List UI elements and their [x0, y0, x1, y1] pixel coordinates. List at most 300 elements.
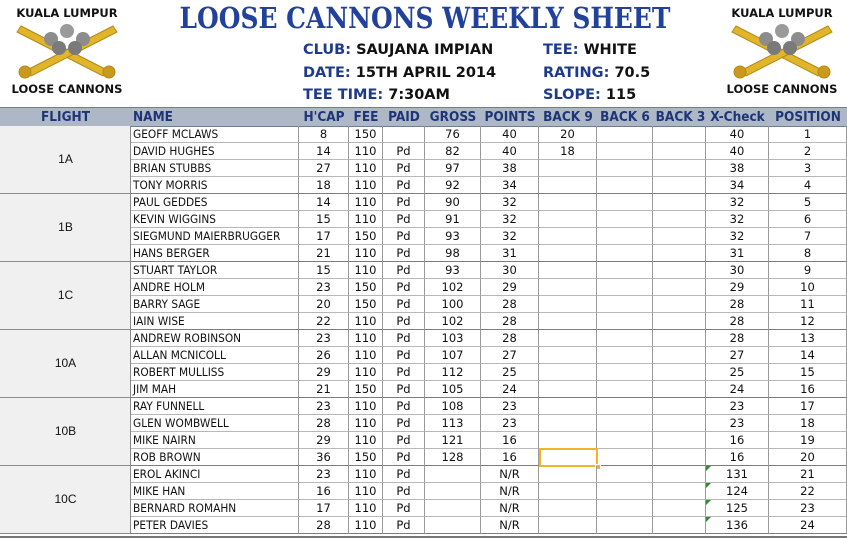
cell-back9[interactable] [539, 500, 597, 517]
cell-fee[interactable]: 150 [349, 228, 383, 245]
cell-points[interactable]: 23 [481, 415, 539, 432]
cell-name[interactable] [131, 245, 299, 262]
cell-position[interactable]: 8 [769, 245, 847, 262]
cell-hcap[interactable]: 23 [299, 330, 349, 347]
cell-hcap[interactable]: 8 [299, 126, 349, 143]
cell-paid[interactable]: Pd [383, 432, 425, 449]
cell-gross[interactable] [425, 500, 481, 517]
cell-paid[interactable]: Pd [383, 194, 425, 211]
cell-gross[interactable]: 112 [425, 364, 481, 381]
player-name: GEOFF MCLAWS [133, 127, 219, 141]
cell-back9[interactable] [539, 398, 597, 415]
cell-paid[interactable]: Pd [383, 364, 425, 381]
cell-paid[interactable]: Pd [383, 177, 425, 194]
cell-hcap[interactable]: 36 [299, 449, 349, 466]
cell-gross[interactable]: 76 [425, 126, 481, 143]
cell-points[interactable]: 25 [481, 364, 539, 381]
cell-paid[interactable]: Pd [383, 245, 425, 262]
cell-hcap[interactable]: 17 [299, 500, 349, 517]
cell-back6[interactable] [597, 398, 653, 415]
cell-points[interactable]: 32 [481, 228, 539, 245]
cell-back6[interactable] [597, 177, 653, 194]
cell-back3[interactable] [653, 211, 706, 228]
cell-points[interactable]: 32 [481, 194, 539, 211]
column-header-flight[interactable]: FLIGHT [41, 109, 90, 125]
flight-cell-1a[interactable] [0, 126, 131, 194]
cell-xcheck[interactable]: 28 [706, 296, 769, 313]
error-indicator-icon[interactable] [706, 517, 711, 522]
cell-name[interactable] [131, 347, 299, 364]
cell-position[interactable]: 21 [769, 466, 847, 483]
cell-paid[interactable]: Pd [383, 296, 425, 313]
cell-points[interactable]: 28 [481, 313, 539, 330]
error-indicator-icon[interactable] [706, 466, 711, 471]
cell-position[interactable]: 1 [769, 126, 847, 143]
date-value: 15TH APRIL 2014 [355, 65, 497, 81]
cell-hcap[interactable]: 17 [299, 228, 349, 245]
cell-paid[interactable]: Pd [383, 228, 425, 245]
cell-back9[interactable] [539, 177, 597, 194]
cell-back9[interactable] [539, 160, 597, 177]
cell-hcap[interactable]: 23 [299, 466, 349, 483]
cell-points[interactable]: 30 [481, 262, 539, 279]
cell-back9[interactable] [539, 381, 597, 398]
cell-hcap[interactable]: 23 [299, 279, 349, 296]
flight-cell-10c[interactable] [0, 466, 131, 534]
cell-points[interactable]: 28 [481, 296, 539, 313]
cell-name[interactable] [131, 364, 299, 381]
cell-back3[interactable] [653, 449, 706, 466]
cell-position[interactable]: 6 [769, 211, 847, 228]
column-header-back3[interactable]: BACK 3 [655, 109, 706, 125]
cell-name[interactable] [131, 194, 299, 211]
cell-back6[interactable] [597, 347, 653, 364]
cell-fee[interactable]: 110 [349, 330, 383, 347]
cell-fee[interactable]: 150 [349, 296, 383, 313]
cell-back3[interactable] [653, 194, 706, 211]
cell-fee[interactable]: 110 [349, 432, 383, 449]
cell-back9[interactable] [539, 245, 597, 262]
cell-gross[interactable]: 113 [425, 415, 481, 432]
cell-hcap[interactable]: 29 [299, 364, 349, 381]
cell-points[interactable]: N/R [481, 483, 539, 500]
cell-name[interactable] [131, 279, 299, 296]
cell-fee[interactable]: 110 [349, 160, 383, 177]
cell-back3[interactable] [653, 415, 706, 432]
cell-position[interactable]: 14 [769, 347, 847, 364]
rating-info [543, 64, 650, 82]
cell-paid[interactable]: Pd [383, 483, 425, 500]
cell-back9[interactable] [539, 296, 597, 313]
cell-back9[interactable] [539, 279, 597, 296]
cell-position[interactable]: 15 [769, 364, 847, 381]
cell-points[interactable]: N/R [481, 466, 539, 483]
cell-position[interactable]: 22 [769, 483, 847, 500]
cell-position[interactable]: 23 [769, 500, 847, 517]
cell-gross[interactable]: 108 [425, 398, 481, 415]
cell-hcap[interactable]: 14 [299, 194, 349, 211]
cell-fee[interactable]: 110 [349, 466, 383, 483]
cell-back3[interactable] [653, 330, 706, 347]
cell-paid[interactable]: Pd [383, 500, 425, 517]
cell-gross[interactable]: 93 [425, 262, 481, 279]
cell-back6[interactable] [597, 466, 653, 483]
flight-cell-1b[interactable] [0, 194, 131, 262]
cell-back6[interactable] [597, 296, 653, 313]
cell-hcap[interactable]: 20 [299, 296, 349, 313]
cell-back3[interactable] [653, 245, 706, 262]
cell-position[interactable]: 17 [769, 398, 847, 415]
cell-hcap[interactable]: 23 [299, 398, 349, 415]
cell-fee[interactable]: 110 [349, 313, 383, 330]
cell-xcheck[interactable]: 27 [706, 347, 769, 364]
cell-points[interactable]: 24 [481, 381, 539, 398]
cell-back6[interactable] [597, 160, 653, 177]
table-row [131, 228, 847, 245]
cell-paid[interactable]: Pd [383, 449, 425, 466]
cell-points[interactable]: 29 [481, 279, 539, 296]
cell-xcheck[interactable]: 125 [706, 500, 769, 517]
cell-xcheck[interactable]: 16 [706, 432, 769, 449]
cell-position[interactable]: 3 [769, 160, 847, 177]
flight-cell-1c[interactable] [0, 262, 131, 330]
cell-fee[interactable]: 110 [349, 415, 383, 432]
cell-xcheck[interactable]: 124 [706, 483, 769, 500]
date-info [303, 64, 496, 82]
cell-points[interactable]: 38 [481, 160, 539, 177]
cell-hcap[interactable]: 28 [299, 517, 349, 534]
slope-info [543, 86, 636, 104]
flight-cell-10a[interactable] [0, 330, 131, 398]
cell-paid[interactable]: Pd [383, 279, 425, 296]
cell-hcap[interactable]: 22 [299, 313, 349, 330]
cell-fee[interactable]: 110 [349, 177, 383, 194]
cell-paid[interactable]: Pd [383, 313, 425, 330]
cell-back6[interactable] [597, 228, 653, 245]
cell-back9[interactable] [539, 483, 597, 500]
cell-name[interactable] [131, 160, 299, 177]
cell-back6[interactable] [597, 143, 653, 160]
cell-name[interactable] [131, 228, 299, 245]
cell-back9[interactable] [539, 262, 597, 279]
cell-xcheck[interactable]: 31 [706, 245, 769, 262]
column-header-paid[interactable]: PAID [388, 109, 420, 125]
cell-back9[interactable] [539, 313, 597, 330]
cell-position[interactable]: 18 [769, 415, 847, 432]
cell-xcheck[interactable]: 34 [706, 177, 769, 194]
cell-back6[interactable] [597, 483, 653, 500]
table-row [131, 449, 847, 466]
cell-xcheck[interactable]: 28 [706, 330, 769, 347]
cell-back6[interactable] [597, 262, 653, 279]
cell-position[interactable]: 4 [769, 177, 847, 194]
cell-points[interactable]: 28 [481, 330, 539, 347]
cell-name[interactable] [131, 211, 299, 228]
cell-back3[interactable] [653, 466, 706, 483]
cell-gross[interactable]: 92 [425, 177, 481, 194]
cell-paid[interactable]: Pd [383, 143, 425, 160]
cell-xcheck[interactable]: 23 [706, 398, 769, 415]
cell-paid[interactable]: Pd [383, 517, 425, 534]
cell-name[interactable] [131, 500, 299, 517]
cell-xcheck[interactable]: 40 [706, 126, 769, 143]
cell-position[interactable]: 19 [769, 432, 847, 449]
cell-xcheck[interactable]: 136 [706, 517, 769, 534]
cell-paid[interactable]: Pd [383, 381, 425, 398]
cell-points[interactable]: 40 [481, 126, 539, 143]
column-header-points[interactable]: POINTS [484, 109, 536, 125]
cell-back9[interactable] [539, 432, 597, 449]
cell-back6[interactable] [597, 330, 653, 347]
cell-xcheck[interactable]: 32 [706, 211, 769, 228]
cell-fee[interactable]: 110 [349, 364, 383, 381]
cell-back3[interactable] [653, 347, 706, 364]
cell-position[interactable]: 16 [769, 381, 847, 398]
cell-gross[interactable]: 82 [425, 143, 481, 160]
cell-position[interactable]: 10 [769, 279, 847, 296]
cell-back9[interactable] [539, 364, 597, 381]
table-row [131, 296, 847, 313]
cell-xcheck[interactable]: 32 [706, 228, 769, 245]
cell-gross[interactable]: 90 [425, 194, 481, 211]
cell-gross[interactable]: 121 [425, 432, 481, 449]
cell-points[interactable]: 34 [481, 177, 539, 194]
cell-position[interactable]: 13 [769, 330, 847, 347]
cell-paid[interactable]: Pd [383, 398, 425, 415]
cell-fee[interactable]: 110 [349, 347, 383, 364]
cell-hcap[interactable]: 14 [299, 143, 349, 160]
cell-fee[interactable]: 110 [349, 211, 383, 228]
cell-paid[interactable]: Pd [383, 211, 425, 228]
cell-back9[interactable] [539, 330, 597, 347]
column-header-gross[interactable]: GROSS [429, 109, 477, 125]
cell-back3[interactable] [653, 279, 706, 296]
column-header-fee[interactable]: FEE [353, 109, 379, 125]
cell-xcheck[interactable]: 16 [706, 449, 769, 466]
cell-position[interactable]: 20 [769, 449, 847, 466]
column-header-back6[interactable]: BACK 6 [600, 109, 650, 125]
cell-points[interactable]: 16 [481, 432, 539, 449]
column-header-xcheck[interactable]: X-Check [710, 109, 765, 125]
cell-back6[interactable] [597, 500, 653, 517]
cell-fee[interactable]: 110 [349, 483, 383, 500]
cell-xcheck[interactable]: 30 [706, 262, 769, 279]
cell-back3[interactable] [653, 126, 706, 143]
cell-points[interactable]: 31 [481, 245, 539, 262]
cell-gross[interactable]: 97 [425, 160, 481, 177]
cell-back3[interactable] [653, 432, 706, 449]
cell-back9[interactable] [539, 228, 597, 245]
cell-hcap[interactable]: 15 [299, 211, 349, 228]
column-header-back9[interactable]: BACK 9 [543, 109, 593, 125]
cell-name[interactable] [131, 330, 299, 347]
cell-fee[interactable]: 110 [349, 143, 383, 160]
player-name: DAVID HUGHES [133, 144, 215, 158]
cell-points[interactable]: 27 [481, 347, 539, 364]
cell-back9[interactable]: 20 [539, 126, 597, 143]
cell-fee[interactable]: 110 [349, 398, 383, 415]
cell-points[interactable]: N/R [481, 517, 539, 534]
cell-position[interactable]: 11 [769, 296, 847, 313]
cell-gross[interactable] [425, 466, 481, 483]
cell-back6[interactable] [597, 449, 653, 466]
cell-hcap[interactable]: 21 [299, 245, 349, 262]
cell-back6[interactable] [597, 194, 653, 211]
cell-gross[interactable]: 102 [425, 313, 481, 330]
cell-name[interactable] [131, 381, 299, 398]
column-header-name[interactable]: NAME [133, 109, 173, 125]
cell-position[interactable]: 9 [769, 262, 847, 279]
cell-back9[interactable] [539, 517, 597, 534]
cell-gross[interactable] [425, 517, 481, 534]
cell-name[interactable] [131, 126, 299, 143]
cell-back9[interactable]: 18 [539, 143, 597, 160]
cell-points[interactable]: N/R [481, 500, 539, 517]
cell-back9[interactable] [539, 347, 597, 364]
cell-back3[interactable] [653, 517, 706, 534]
cell-back3[interactable] [653, 160, 706, 177]
cell-back6[interactable] [597, 517, 653, 534]
cell-back3[interactable] [653, 398, 706, 415]
cell-hcap[interactable]: 28 [299, 415, 349, 432]
club-logo-right [723, 6, 841, 96]
cell-back9[interactable] [539, 466, 597, 483]
cell-back6[interactable] [597, 279, 653, 296]
cell-hcap[interactable]: 21 [299, 381, 349, 398]
cell-xcheck[interactable]: 131 [706, 466, 769, 483]
cell-hcap[interactable]: 29 [299, 432, 349, 449]
cell-gross[interactable]: 100 [425, 296, 481, 313]
cell-xcheck[interactable]: 40 [706, 143, 769, 160]
cell-paid[interactable]: Pd [383, 330, 425, 347]
cell-fee[interactable]: 150 [349, 279, 383, 296]
cell-back3[interactable] [653, 228, 706, 245]
cell-gross[interactable]: 93 [425, 228, 481, 245]
cell-paid[interactable] [383, 126, 425, 143]
cell-position[interactable]: 12 [769, 313, 847, 330]
cell-name[interactable] [131, 483, 299, 500]
cell-gross[interactable]: 105 [425, 381, 481, 398]
cell-back3[interactable] [653, 500, 706, 517]
cell-gross[interactable]: 107 [425, 347, 481, 364]
flight-cell-10b[interactable] [0, 398, 131, 466]
cell-paid[interactable]: Pd [383, 262, 425, 279]
cell-back3[interactable] [653, 483, 706, 500]
table-row [131, 330, 847, 347]
column-header-hcap[interactable]: H'CAP [303, 109, 345, 125]
cell-back3[interactable] [653, 177, 706, 194]
cell-name[interactable] [131, 313, 299, 330]
cell-paid[interactable]: Pd [383, 347, 425, 364]
cell-back3[interactable] [653, 296, 706, 313]
player-name: SIEGMUND MAIERBRUGGER [133, 229, 281, 243]
cell-back9[interactable] [539, 415, 597, 432]
cell-fee[interactable]: 110 [349, 194, 383, 211]
cell-name[interactable] [131, 415, 299, 432]
cell-back9[interactable] [539, 194, 597, 211]
cell-gross[interactable] [425, 483, 481, 500]
cell-xcheck[interactable]: 23 [706, 415, 769, 432]
cell-back6[interactable] [597, 432, 653, 449]
cell-gross[interactable]: 102 [425, 279, 481, 296]
cell-back3[interactable] [653, 381, 706, 398]
cell-xcheck[interactable]: 29 [706, 279, 769, 296]
cell-back3[interactable] [653, 143, 706, 160]
error-indicator-icon[interactable] [706, 483, 711, 488]
cell-fee[interactable]: 150 [349, 449, 383, 466]
cell-back3[interactable] [653, 262, 706, 279]
cell-back9[interactable] [539, 211, 597, 228]
cell-name[interactable] [131, 143, 299, 160]
cell-hcap[interactable]: 15 [299, 262, 349, 279]
cell-paid[interactable]: Pd [383, 415, 425, 432]
cell-name[interactable] [131, 177, 299, 194]
flight-label: 1A [58, 152, 73, 166]
cell-back6[interactable] [597, 364, 653, 381]
cell-name[interactable] [131, 432, 299, 449]
active-cell-selection[interactable] [539, 448, 598, 467]
cell-back6[interactable] [597, 211, 653, 228]
cell-name[interactable] [131, 466, 299, 483]
cell-name[interactable] [131, 517, 299, 534]
cell-back6[interactable] [597, 415, 653, 432]
cell-xcheck[interactable]: 32 [706, 194, 769, 211]
cell-gross[interactable]: 91 [425, 211, 481, 228]
cell-gross[interactable]: 103 [425, 330, 481, 347]
cell-back6[interactable] [597, 313, 653, 330]
cell-position[interactable]: 24 [769, 517, 847, 534]
cell-fee[interactable]: 150 [349, 381, 383, 398]
cell-gross[interactable]: 128 [425, 449, 481, 466]
cell-xcheck[interactable]: 38 [706, 160, 769, 177]
cell-back3[interactable] [653, 313, 706, 330]
cell-paid[interactable]: Pd [383, 160, 425, 177]
cell-points[interactable]: 23 [481, 398, 539, 415]
cell-name[interactable] [131, 262, 299, 279]
cell-fee[interactable]: 150 [349, 126, 383, 143]
cell-xcheck[interactable]: 28 [706, 313, 769, 330]
cell-fee[interactable]: 110 [349, 245, 383, 262]
cell-name[interactable] [131, 296, 299, 313]
tee-time-info [303, 86, 450, 104]
cell-position[interactable]: 7 [769, 228, 847, 245]
cell-hcap[interactable]: 16 [299, 483, 349, 500]
cell-name[interactable] [131, 449, 299, 466]
cell-gross[interactable]: 98 [425, 245, 481, 262]
cell-position[interactable]: 2 [769, 143, 847, 160]
cell-position[interactable]: 5 [769, 194, 847, 211]
cell-fee[interactable]: 110 [349, 517, 383, 534]
cell-points[interactable]: 40 [481, 143, 539, 160]
cell-hcap[interactable]: 27 [299, 160, 349, 177]
cell-points[interactable]: 16 [481, 449, 539, 466]
cell-paid[interactable]: Pd [383, 466, 425, 483]
cell-back6[interactable] [597, 126, 653, 143]
cell-hcap[interactable]: 26 [299, 347, 349, 364]
cell-hcap[interactable]: 18 [299, 177, 349, 194]
cell-back6[interactable] [597, 381, 653, 398]
cell-xcheck[interactable]: 25 [706, 364, 769, 381]
cell-back3[interactable] [653, 364, 706, 381]
column-header-position[interactable]: POSITION [775, 109, 841, 125]
cell-fee[interactable]: 110 [349, 262, 383, 279]
cell-name[interactable] [131, 398, 299, 415]
error-indicator-icon[interactable] [706, 500, 711, 505]
cell-back6[interactable] [597, 245, 653, 262]
cell-fee[interactable]: 110 [349, 500, 383, 517]
cell-xcheck[interactable]: 24 [706, 381, 769, 398]
cell-points[interactable]: 32 [481, 211, 539, 228]
